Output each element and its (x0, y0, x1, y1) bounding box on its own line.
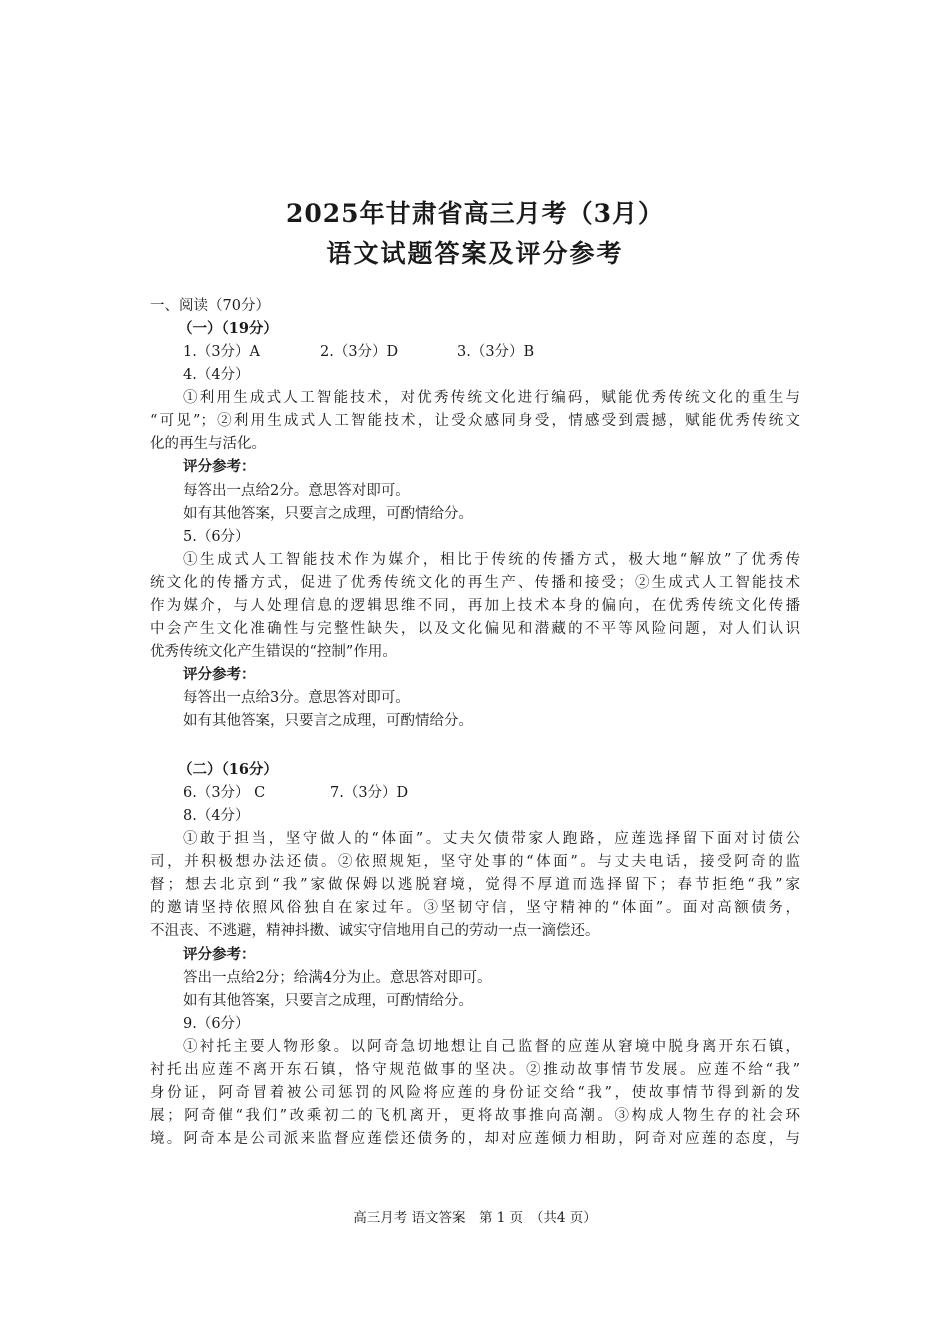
q4-score-line: 每答出一点给2分。意思答对即可。 (183, 483, 410, 499)
q9-line: 展；阿奇催“我们”改乘初二的飞机离开，更将故事推向高潮。③构成人物生存的社会环 (150, 1108, 800, 1124)
q8-score-line: 答出一点给2分；给满4分为止。意思答对即可。 (183, 970, 492, 986)
q5-line: 优秀传统文化产生错误的“控制”作用。 (150, 644, 397, 660)
page-title: 2025年甘肃省高三月考（3月） (286, 199, 664, 228)
q8-score-line: 如有其他答案，只要言之成理，可酌情给分。 (183, 993, 473, 1009)
page-footer: 高三月考 语文答案 第 1 页 （共4 页） (353, 1210, 597, 1226)
part1-heading: （一）（19分） (178, 320, 278, 337)
q8-line: 不沮丧、不逃避，精神抖擞、诚实守信地用自己的劳动一点一滴偿还。 (150, 923, 600, 939)
q5-line: 作为媒介，与人处理信息的逻辑思维不同，再加上技术本身的偏向，在优秀传统文化传播 (150, 598, 800, 614)
q5-score-line: 如有其他答案，只要言之成理，可酌情给分。 (183, 713, 473, 729)
q9-line: ①衬托主要人物形象。以阿奇急切地想让自己监督的应莲从窘境中脱身离开东石镇， (183, 1039, 800, 1055)
q5-score-line: 每答出一点给3分。意思答对即可。 (183, 690, 410, 706)
answer-q3: 3.（3分）B (457, 344, 535, 360)
page-subtitle: 语文试题答案及评分参考 (326, 239, 624, 268)
q4-line: 化的再生与活化。 (150, 436, 266, 452)
q5-line: ①生成式人工智能技术作为媒介，相比于传统的传播方式，极大地“解放”了优秀传 (183, 552, 800, 568)
q4-line: ①利用生成式人工智能技术，对优秀传统文化进行编码，赋能优秀传统文化的重生与 (183, 390, 800, 406)
q8-line: 督；想去北京到“我”家做保姆以逃脱窘境，觉得不厚道而选择留下；春节拒绝“我”家 (150, 877, 800, 893)
answer-q2: 2.（3分）D (320, 344, 399, 360)
q9-line: 境。阿奇本是公司派来监督应莲偿还债务的，却对应莲倾力相助，阿奇对应莲的态度，与 (150, 1131, 800, 1147)
q4-label: 4.（4分） (183, 367, 250, 383)
answer-q1: 1.（3分）A (183, 344, 261, 360)
q5-label: 5.（6分） (183, 529, 250, 545)
answer-q7: 7.（3分）D (330, 785, 409, 801)
q9-label: 9.（6分） (183, 1016, 250, 1032)
q4-line: “可见”；②利用生成式人工智能技术，让受众感同身受，情感受到震撼，赋能优秀传统文 (150, 413, 800, 429)
part2-heading: （二）（16分） (178, 761, 278, 778)
q8-score-heading: 评分参考： (183, 946, 256, 963)
q8-line: 的邀请坚持依照风俗独自在家过年。③坚韧守信，坚守精神的“体面”。面对高额债务， (150, 900, 800, 916)
q9-line: 身份证，阿奇冒着被公司惩罚的风险将应莲的身份证交给“我”，使故事情节得到新的发 (150, 1085, 800, 1101)
q5-line: 统文化的传播方式，促进了优秀传统文化的再生产、传播和接受；②生成式人工智能技术 (150, 575, 800, 591)
answer-q6: 6.（3分） C (183, 785, 266, 801)
q8-line: ①敢于担当，坚守做人的“体面”。丈夫欠债带家人跑路，应莲选择留下面对讨债公 (183, 831, 800, 847)
q8-line: 司，并积极想办法还债。②依照规矩，坚守处事的“体面”。与丈夫电话，接受阿奇的监 (150, 854, 800, 870)
q5-line: 中会产生文化准确性与完整性缺失，以及文化偏见和潜藏的不平等风险问题，对人们认识 (150, 621, 800, 637)
q4-score-heading: 评分参考： (183, 458, 256, 475)
q8-label: 8.（4分） (183, 808, 250, 824)
q5-score-heading: 评分参考： (183, 666, 256, 683)
q9-line: 衬托出应莲不离开东石镇，恪守规范做事的坚决。②推动故事情节发展。应莲不给“我” (150, 1062, 800, 1078)
q4-score-line: 如有其他答案，只要言之成理，可酌情给分。 (183, 506, 473, 522)
section-heading: 一、阅读（70分） (150, 298, 270, 314)
